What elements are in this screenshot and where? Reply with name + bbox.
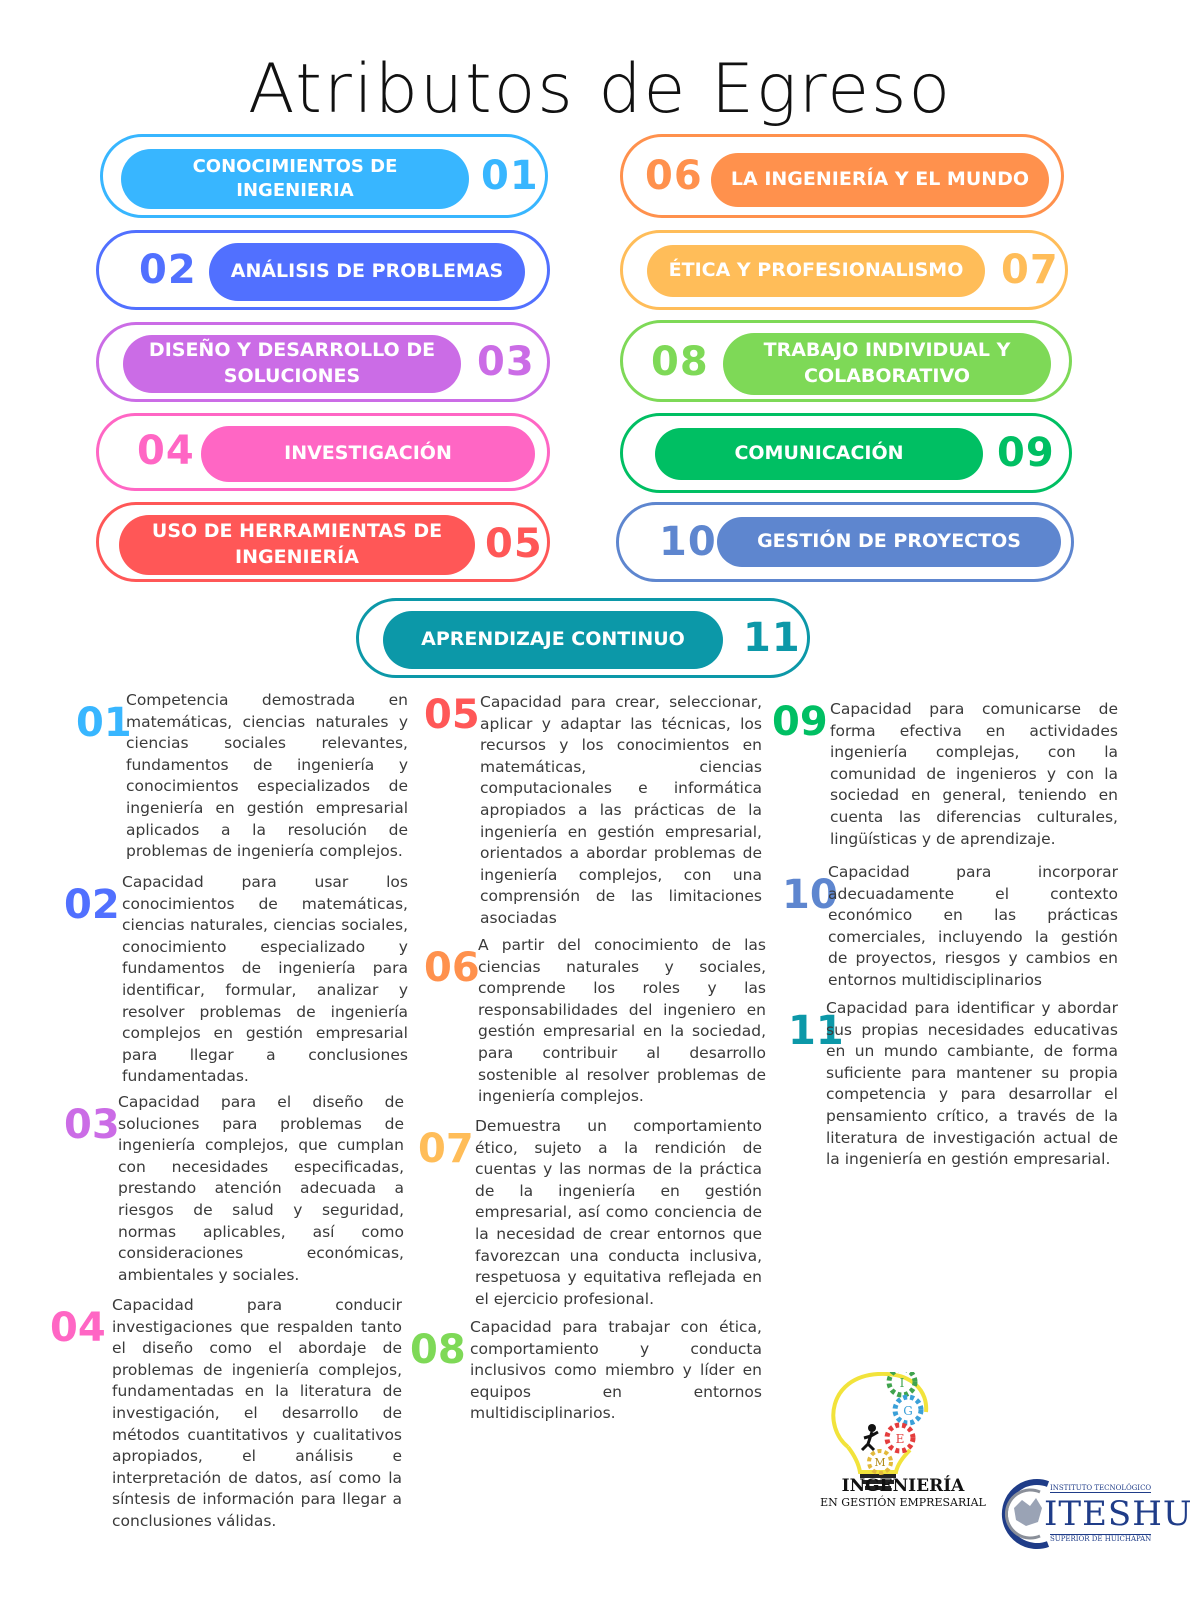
description-number: 08 bbox=[410, 1327, 466, 1373]
description-number: 06 bbox=[424, 945, 480, 991]
description-text: Capacidad para el diseño de soluciones para problemas de ingeniería complejos, que cumplan con necesidades especificadas, prestando atención adecuada a riesgos de salud y seguridad, normas aplicables, así como consideraciones económicas, ambientales y sociales. bbox=[118, 1093, 404, 1284]
attribute-number: 05 bbox=[485, 521, 543, 567]
attribute-number: 01 bbox=[481, 153, 539, 199]
attribute-label: COMUNICACIÓN bbox=[655, 428, 983, 480]
attribute-label: USO DE HERRAMIENTAS DE INGENIERÍA bbox=[119, 515, 475, 575]
gear-m bbox=[869, 1451, 891, 1473]
attribute-pill-06 bbox=[620, 134, 1064, 218]
gear-g bbox=[895, 1397, 921, 1423]
attribute-pill-11 bbox=[356, 598, 810, 678]
attribute-label: TRABAJO INDIVIDUAL Y COLABORATIVO bbox=[723, 333, 1051, 395]
svg-text:E: E bbox=[895, 1432, 905, 1446]
attribute-pill-10 bbox=[616, 502, 1074, 582]
description-number: 09 bbox=[772, 699, 828, 745]
program-logo bbox=[818, 1372, 988, 1562]
description-text: Capacidad para comunicarse de forma efectiva en actividades ingeniería complejas, con la comunidad de ingenieros y con la sociedad en general, teniendo en cuenta las diferencias culturales, lingüísticas y de aprendizaje. bbox=[830, 700, 1118, 848]
description-text: Capacidad para usar los conocimientos de matemáticas, ciencias naturales, ciencias sociales, conocimiento especializado y fundamentos de ingeniería para identificar, formular, analizar y resolver problemas de ingeniería complejos en gestión empresarial para llegar a conclusiones fundamentadas. bbox=[122, 873, 408, 1086]
description-number: 07 bbox=[418, 1126, 474, 1172]
institute-name: ITESHU bbox=[1044, 1494, 1193, 1534]
institute-bottom-text: SUPERIOR DE HUICHAPAN bbox=[1050, 1535, 1152, 1543]
page-title: Atributos de Egreso bbox=[247, 50, 953, 129]
attribute-label: GESTIÓN DE PROYECTOS bbox=[717, 517, 1061, 567]
description-text: A partir del conocimiento de las ciencias naturales y sociales, comprende los roles y las responsabilidades del ingeniero en gestión empresarial en la sociedad, para contribuir al desarrollo sostenible al resolver problemas de ingeniería complejos. bbox=[478, 936, 766, 1106]
gear-e bbox=[887, 1425, 913, 1451]
attribute-number: 02 bbox=[139, 247, 197, 293]
attribute-number: 07 bbox=[1001, 247, 1059, 293]
attribute-number: 04 bbox=[137, 428, 195, 474]
climbing-person-icon bbox=[862, 1424, 878, 1450]
description-text: Capacidad para incorporar adecuadamente el contexto económico en las prácticas comerciales, incluyendo la gestión de proyectos, riesgos y cambios en entornos multidisciplinarios bbox=[828, 863, 1118, 989]
description-number: 11 bbox=[788, 1008, 844, 1054]
description-text: Capacidad para trabajar con ética, comportamiento y conducta inclusivos como miembro y líder en equipos en entornos multidisciplinarios. bbox=[470, 1318, 762, 1423]
attribute-pill-08 bbox=[620, 320, 1072, 402]
description-number: 01 bbox=[76, 700, 132, 746]
description-text: Capacidad para crear, seleccionar, aplicar y adaptar las técnicas, los recursos y los conocimientos en matemáticas, ciencias computacionales e informática apropiados a las prácticas de la ingeniería en gestión empresarial, orientados a abordar problemas de ingeniería complejos, con una comprensión de las limitaciones asociadas bbox=[480, 693, 762, 927]
description-text: Capacidad para identificar y abordar sus propias necesidades educativas en un mundo cambiante, de forma suficiente para mantener su propia competencia y para desarrollar el pensamiento crítico, a través de la literatura de investigación actual de la ingeniería en gestión empresarial. bbox=[826, 999, 1118, 1169]
institute-logo bbox=[1000, 1478, 1193, 1550]
description-text: Competencia demostrada en matemáticas, ciencias naturales y ciencias sociales relevantes, fundamentos de ingeniería y conocimientos especializados de ingeniería en gestión empresarial aplicados a la resolución de problemas de ingeniería complejos. bbox=[126, 691, 408, 861]
svg-text:G: G bbox=[903, 1404, 913, 1418]
attribute-number: 09 bbox=[997, 430, 1055, 476]
attribute-label: CONOCIMIENTOS DE INGENIERIA bbox=[121, 149, 469, 209]
attribute-number: 10 bbox=[659, 519, 717, 565]
attribute-label: INVESTIGACIÓN bbox=[201, 426, 535, 482]
attribute-label: LA INGENIERÍA Y EL MUNDO bbox=[711, 153, 1049, 207]
attribute-label: ANÁLISIS DE PROBLEMAS bbox=[209, 243, 525, 301]
attribute-label: ÉTICA Y PROFESIONALISMO bbox=[647, 245, 985, 297]
attribute-label: APRENDIZAJE CONTINUO bbox=[383, 611, 723, 669]
program-name: INGENIERÍA bbox=[841, 1476, 965, 1496]
attribute-number: 11 bbox=[743, 615, 801, 661]
description-text: Demuestra un comportamiento ético, sujeto a la rendición de cuentas y las normas de la práctica de la ingeniería en gestión empresarial, así como conciencia de la necesidad de crear entornos que favorezcan una conducta inclusiva, respetuosa y equitativa reflejada en el ejercicio profesional. bbox=[475, 1117, 762, 1308]
description-number: 02 bbox=[64, 882, 120, 928]
description-text: Capacidad para conducir investigaciones que respalden tanto el diseño como el abordaje de problemas de ingeniería complejos, fundamentadas en la literatura de investigación, el desarrollo de métodos cuantitativos y cualitativos apropiados, el análisis e interpretación de datos, así como la síntesis de información para llegar a conclusiones válidas. bbox=[112, 1296, 402, 1530]
svg-text:I: I bbox=[899, 1376, 905, 1390]
description-number: 04 bbox=[50, 1305, 106, 1351]
attribute-pill-03 bbox=[96, 322, 550, 402]
description-number: 03 bbox=[64, 1102, 120, 1148]
attribute-pill-04 bbox=[96, 413, 550, 491]
lightbulb-gears-icon bbox=[818, 1372, 988, 1490]
description-number: 10 bbox=[782, 872, 838, 918]
attribute-pill-02 bbox=[96, 230, 550, 310]
attribute-pill-05 bbox=[96, 502, 550, 582]
attribute-number: 06 bbox=[645, 153, 703, 199]
description-number: 05 bbox=[424, 692, 480, 738]
svg-text:M: M bbox=[874, 1456, 886, 1469]
attribute-number: 08 bbox=[651, 339, 709, 385]
attribute-number: 03 bbox=[477, 339, 535, 385]
attribute-pill-07 bbox=[620, 230, 1068, 310]
institute-top-text: INSTITUTO TECNOLÓGICO bbox=[1050, 1484, 1152, 1492]
attribute-pill-01 bbox=[100, 134, 548, 218]
attribute-label: DISEÑO Y DESARROLLO DE SOLUCIONES bbox=[123, 335, 461, 393]
program-subtitle: EN GESTIÓN EMPRESARIAL bbox=[820, 1496, 986, 1509]
attribute-pill-09 bbox=[620, 413, 1072, 493]
